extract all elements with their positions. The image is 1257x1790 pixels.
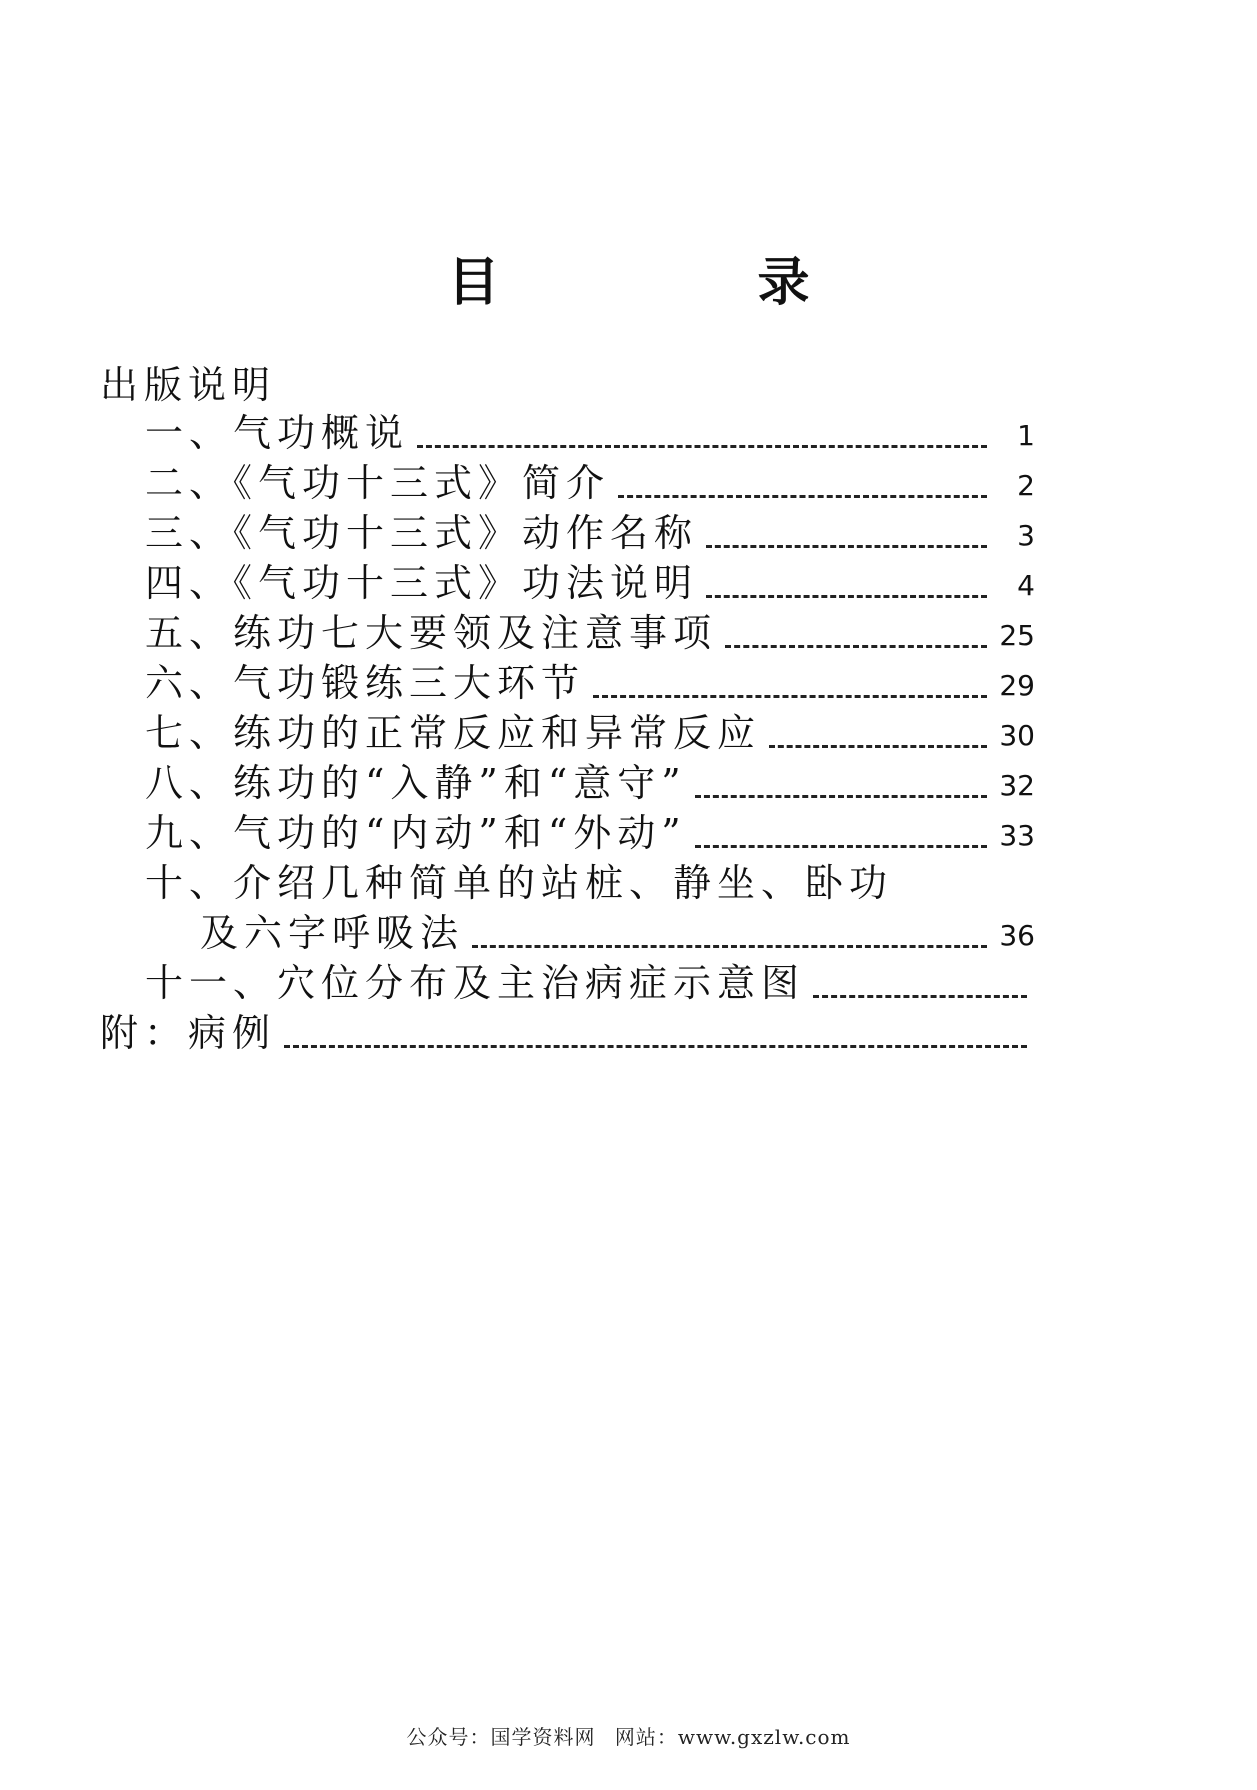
toc-page-number: 30	[999, 719, 1035, 752]
toc-entry-label: 四、《气功十三式》功法说明	[145, 561, 699, 605]
toc-entry-5[interactable]	[145, 608, 1035, 658]
page-title: 目 录	[447, 252, 930, 313]
dotted-leader	[472, 945, 987, 948]
toc-page-number: 4	[1017, 569, 1035, 602]
toc-entry-label: 及六字呼吸法	[200, 911, 465, 955]
toc-entry-label: 八、练功的“入静”和“意守”	[145, 761, 687, 805]
dotted-leader	[706, 545, 987, 548]
footer-account: 公众号：国学资料网	[406, 1725, 596, 1749]
toc-entry-7[interactable]	[145, 708, 1035, 758]
toc-entry-11[interactable]	[145, 958, 1035, 1008]
toc-page-number: 2	[1017, 469, 1035, 502]
toc-entry-label: 附：病例	[100, 1011, 277, 1055]
dotted-leader	[769, 745, 987, 748]
toc-entry-label: 七、练功的正常反应和异常反应	[145, 711, 762, 755]
toc-page-number: 1	[1017, 419, 1035, 452]
dotted-leader	[706, 595, 987, 598]
toc-entry-label: 二、《气功十三式》简介	[145, 461, 611, 505]
toc-entry-label: 五、练功七大要领及注意事项	[145, 611, 718, 655]
toc-entry-1[interactable]	[145, 408, 1035, 458]
dotted-leader	[593, 695, 987, 698]
toc-entry-2[interactable]	[145, 458, 1035, 508]
toc-entry-preface[interactable]	[100, 360, 276, 410]
dotted-leader	[284, 1045, 1027, 1048]
dotted-leader	[695, 795, 987, 798]
toc-page-number: 25	[999, 619, 1035, 652]
dotted-leader	[695, 845, 987, 848]
dotted-leader	[813, 995, 1027, 998]
toc-page-number: 32	[999, 769, 1035, 802]
toc-entry-4[interactable]	[145, 558, 1035, 608]
toc-entry-3[interactable]	[145, 508, 1035, 558]
dotted-leader	[725, 645, 987, 648]
toc-entry-label: 六、气功锻练三大环节	[145, 661, 586, 705]
toc-entry-label: 十、介绍几种简单的站桩、静坐、卧功	[145, 861, 894, 905]
toc-entry-appendix[interactable]	[100, 1008, 1035, 1058]
toc-entry-10-continued[interactable]	[200, 908, 1035, 958]
dotted-leader	[417, 445, 987, 448]
toc-page-number: 3	[1017, 519, 1035, 552]
toc-entry-9[interactable]	[145, 808, 1035, 858]
toc-page-number: 29	[999, 669, 1035, 702]
toc-entry-label: 十一、穴位分布及主治病症示意图	[145, 961, 806, 1005]
toc-entry-10[interactable]	[145, 858, 893, 908]
toc-entry-label: 三、《气功十三式》动作名称	[145, 511, 699, 555]
footer-website[interactable]: 网站：www.gxzlw.com	[614, 1725, 851, 1749]
dotted-leader	[618, 495, 987, 498]
footer-watermark	[0, 1721, 1257, 1750]
toc-page-number: 33	[999, 819, 1035, 852]
toc-entry-6[interactable]	[145, 658, 1035, 708]
toc-entry-label: 出版说明	[100, 363, 277, 407]
toc-entry-label: 一、气功概说	[145, 411, 410, 455]
toc-entry-8[interactable]	[145, 758, 1035, 808]
toc-entry-label: 九、气功的“内动”和“外动”	[145, 811, 687, 855]
toc-page-number: 36	[999, 919, 1035, 952]
